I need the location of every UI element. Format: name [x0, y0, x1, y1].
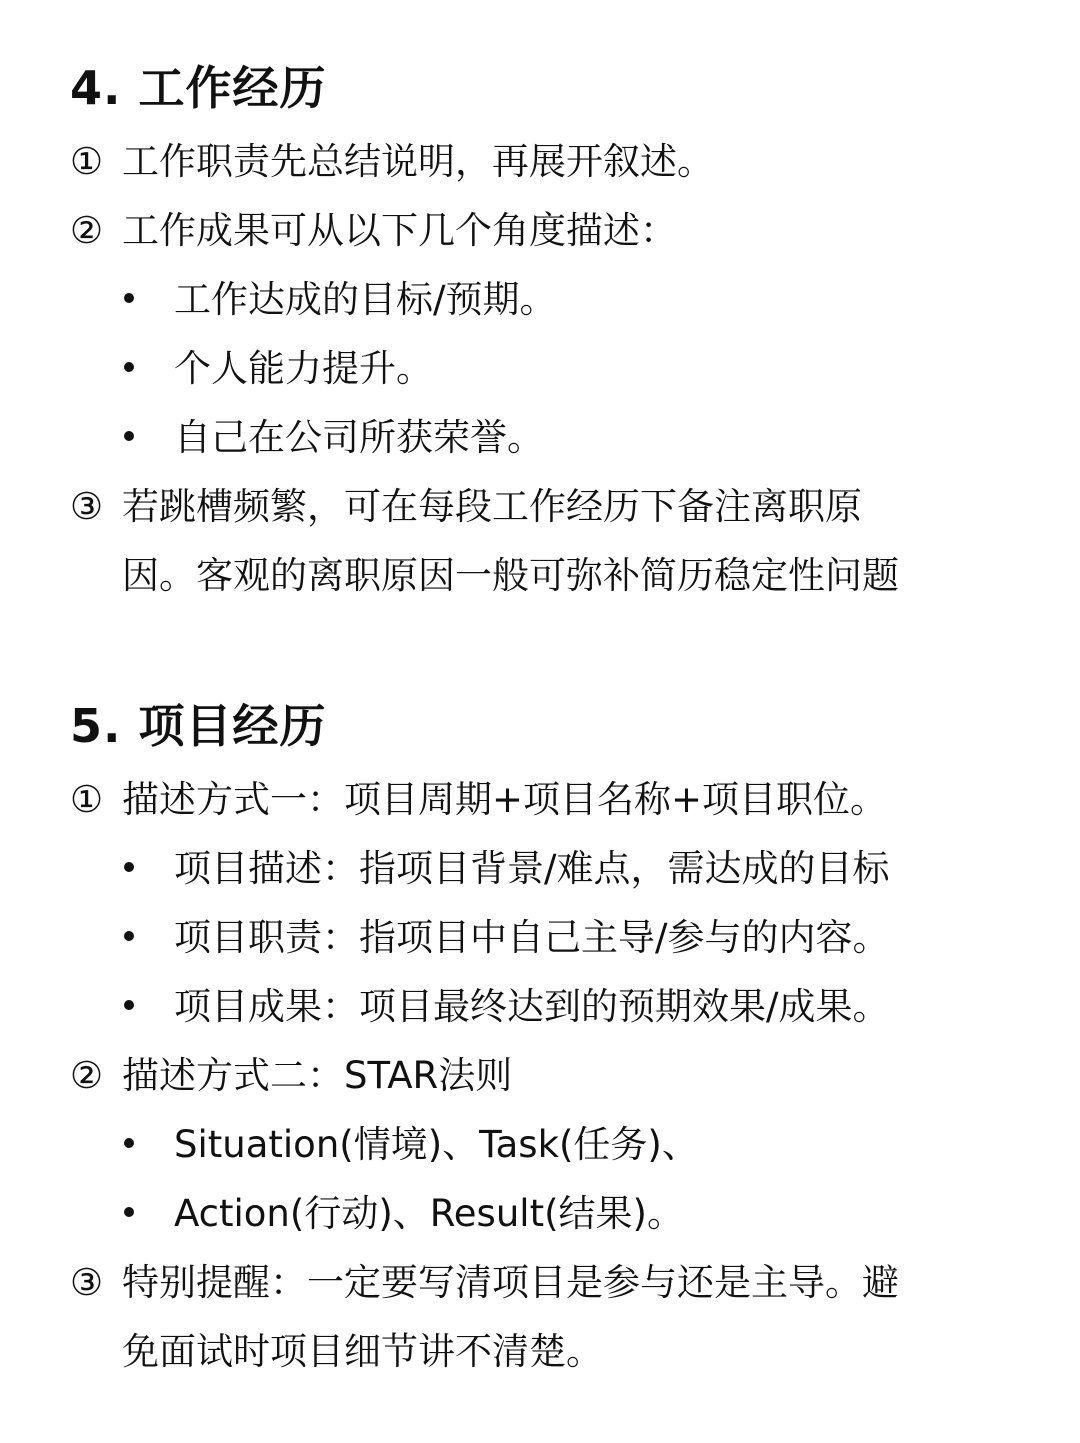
list-item [70, 765, 1030, 834]
bullet-text: Action(行动)、Result(结果)。 [174, 1192, 684, 1235]
list-item [70, 472, 1030, 610]
section-work-experience [70, 55, 1030, 610]
bullet-item [70, 334, 1030, 403]
list-item [70, 127, 1030, 196]
bullet-dot-icon [124, 431, 134, 441]
item-marker: ① [70, 778, 104, 821]
bullet-dot-icon [124, 1000, 134, 1010]
item-text: 描述方式一：项目周期+项目名称+项目职位。 [122, 778, 888, 821]
bullet-item [70, 1110, 1030, 1179]
item-text: 描述方式二：STAR法则 [122, 1054, 513, 1097]
bullet-dot-icon [124, 1138, 134, 1148]
bullet-text: 自己在公司所获荣誉。 [174, 416, 544, 459]
item-marker: ② [70, 209, 104, 252]
bullet-item [70, 265, 1030, 334]
section-heading: 5. 项目经历 [70, 699, 327, 753]
bullet-text: 项目描述：指项目背景/难点，需达成的目标 [174, 847, 890, 890]
bullet-dot-icon [124, 362, 134, 372]
section-project-experience [70, 693, 1030, 1386]
bullet-item [70, 903, 1030, 972]
bullet-text: 个人能力提升。 [174, 347, 433, 390]
bullet-item [70, 834, 1030, 903]
item-text: 若跳槽频繁，可在每段工作经历下备注离职原 [122, 485, 862, 528]
bullet-text: 项目职责：指项目中自己主导/参与的内容。 [174, 916, 890, 959]
item-marker: ① [70, 140, 104, 183]
bullet-item [70, 972, 1030, 1041]
bullet-dot-icon [124, 293, 134, 303]
bullet-text: 工作达成的目标/预期。 [174, 278, 557, 321]
item-text-continued: 免面试时项目细节讲不清楚。 [122, 1330, 603, 1373]
list-item [70, 1248, 1030, 1386]
bullet-item [70, 1179, 1030, 1248]
item-text: 工作成果可从以下几个角度描述： [122, 209, 677, 252]
item-marker: ② [70, 1054, 104, 1097]
item-marker: ③ [70, 1261, 104, 1304]
bullet-item [70, 403, 1030, 472]
bullet-dot-icon [124, 862, 134, 872]
item-text: 特别提醒：一定要写清项目是参与还是主导。避 [122, 1261, 899, 1304]
bullet-dot-icon [124, 931, 134, 941]
list-item [70, 196, 1030, 265]
section-heading: 4. 工作经历 [70, 61, 327, 115]
bullet-dot-icon [124, 1207, 134, 1217]
item-marker: ③ [70, 485, 104, 528]
item-text-continued: 因。客观的离职原因一般可弥补简历稳定性问题 [122, 554, 899, 597]
bullet-text: 项目成果：项目最终达到的预期效果/成果。 [174, 985, 890, 1028]
list-item [70, 1041, 1030, 1110]
bullet-text: Situation(情境)、Task(任务)、 [174, 1123, 699, 1166]
item-text: 工作职责先总结说明，再展开叙述。 [122, 140, 714, 183]
